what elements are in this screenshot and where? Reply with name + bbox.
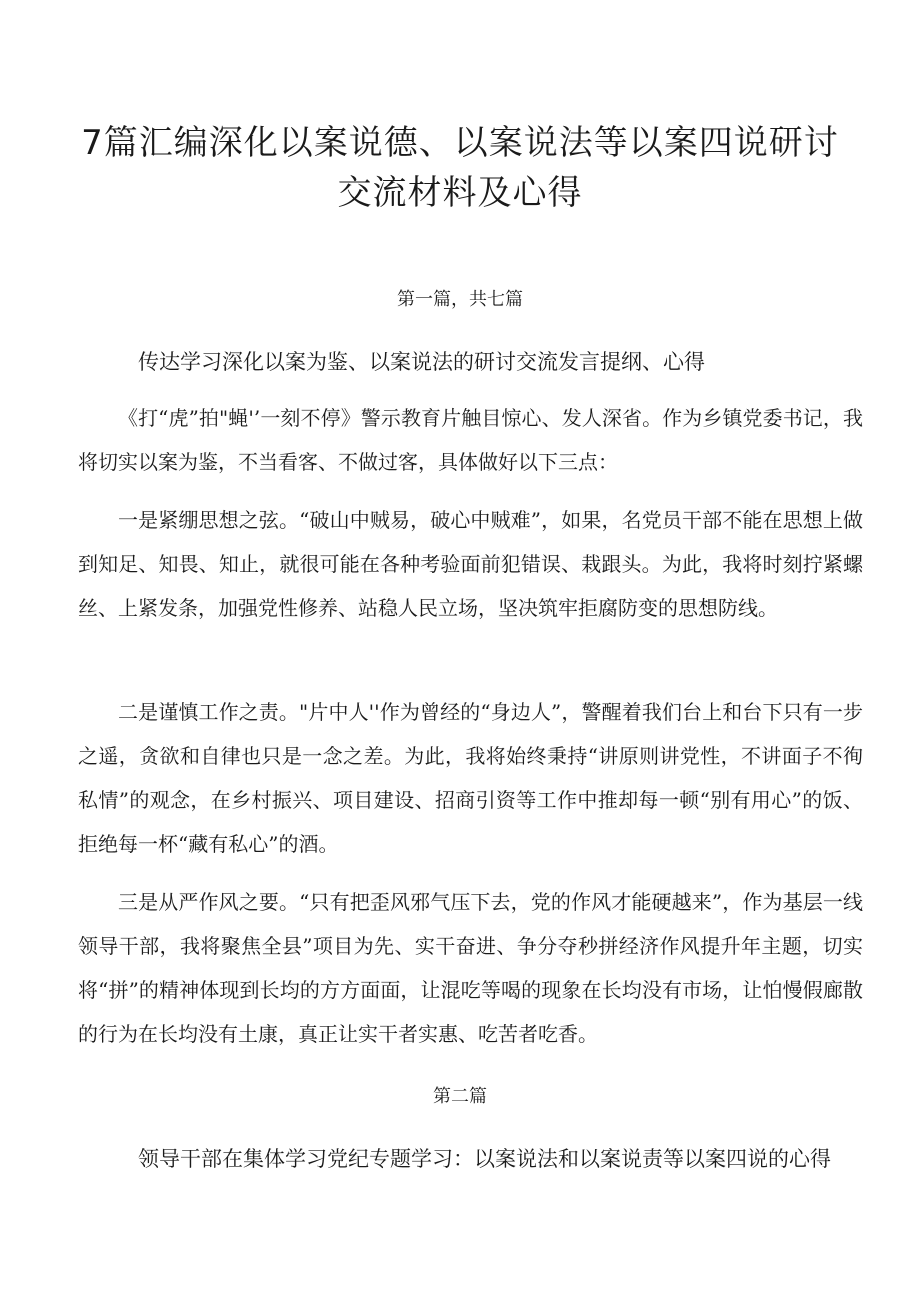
section-1-paragraph-4: 三是从严作风之要。“只有把歪风邪气压下去，党的作风才能硬越来”，作为基层一线领导干部，我将聚焦全县”项目为先、实干奋进、争分夺秒拼经济作风提升年主题，切实将“拼”的精神体现到长均的方方面面，让混吃等喝的现象在长均没有市场，让怕慢假廊散的行为在长均没有土康，真正让实干者实惠、吃苦者吃香。 [78, 890, 863, 1046]
section-1-paragraph-1: 《打“虎”拍"蝇'’一刻不停》警示教育片触目惊心、发人深省。作为乡镇党委书记，我将切实以案为鉴，不当看客、不做过客，具体做好以下三点： [78, 406, 863, 474]
section-2-label: 第二篇 [433, 1086, 487, 1107]
section-1-heading: 传达学习深化以案为鉴、以案说法的研讨交流发言提纲、心得 [138, 350, 705, 374]
document-title: 7篇汇编深化以案说德、以案说法等以案四说研讨交流材料及心得 [81, 123, 839, 213]
section-2-heading: 领导干部在集体学习党纪专题学习：以案说法和以案说责等以案四说的心得 [138, 1147, 831, 1171]
section-1-label: 第一篇，共七篇 [397, 289, 523, 310]
section-1-paragraph-2: 一是紧绷思想之弦。“破山中贼易，破心中贼难”，如果，名党员干部不能在思想上做到知足、知畏、知止，就很可能在各种考验面前犯错误、栽跟头。为此，我将时刻拧紧螺丝、上紧发条，加强党性修养、站稳人民立场，坚决筑牢拒腐防变的思想防线。 [78, 508, 863, 620]
section-1-paragraph-3: 二是谨慎工作之责。"片中人''作为曾经的“身边人”，警醒着我们台上和台下只有一步之遥，贪欲和自律也只是一念之差。为此，我将始终秉持“讲原则讲党性，不讲面子不徇私情”的观念，在乡村振兴、项目建设、招商引资等工作中推却每一顿“别有用心”的饭、拒绝每一杯“藏有私心”的酒。 [78, 700, 863, 856]
